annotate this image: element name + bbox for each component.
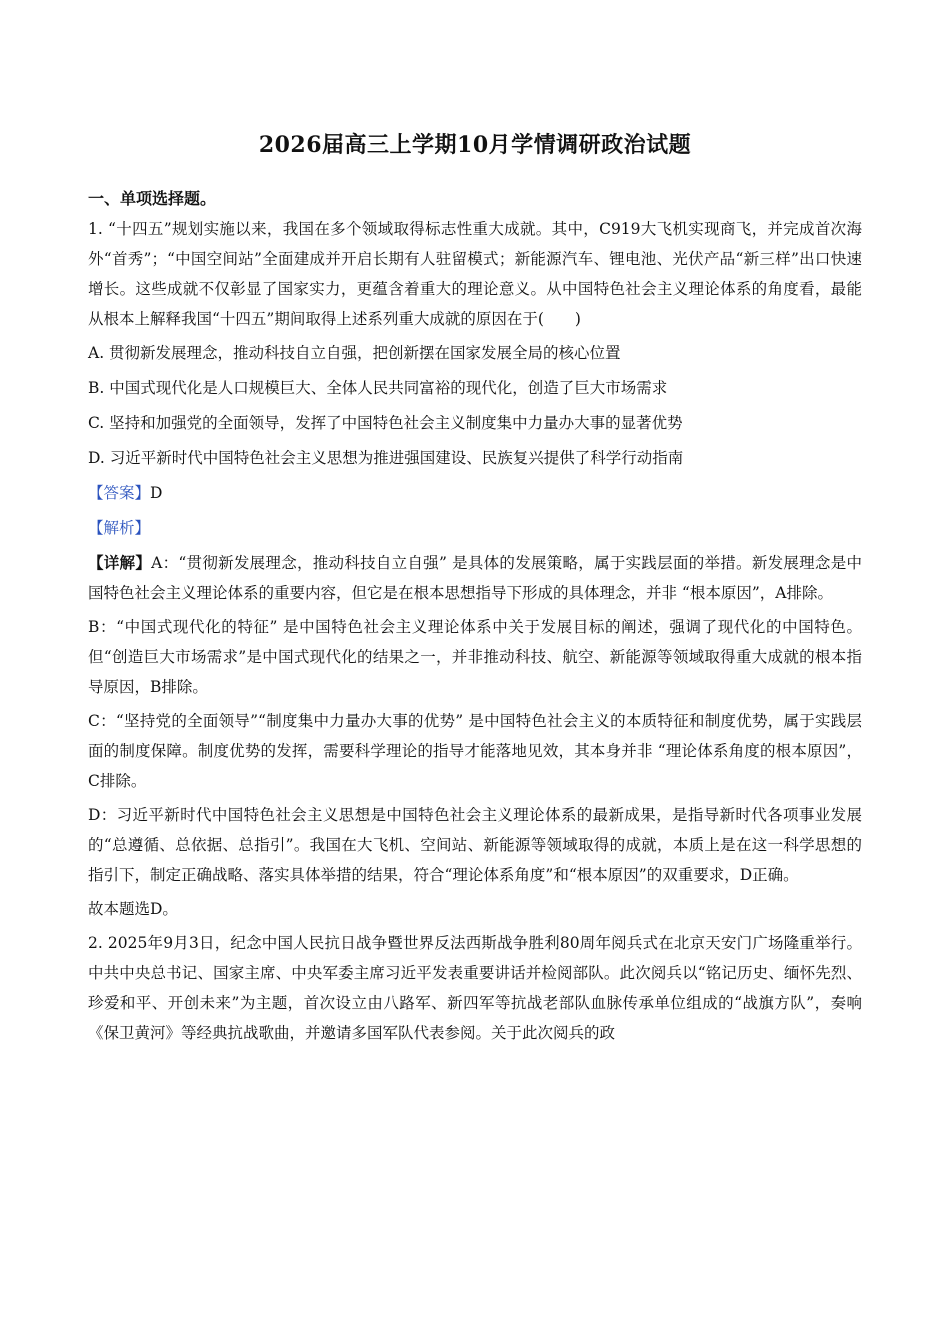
detail-a	[88, 548, 862, 608]
document-title: 2026届高三上学期10月学情调研政治试题	[258, 132, 692, 158]
analysis-line	[88, 513, 862, 543]
question-2-stem: 2. 2025年9月3日，纪念中国人民抗日战争暨世界反法西斯战争胜利80周年阅兵式在北京天安门广场隆重举行。中共中央总书记、国家主席、中央军委主席习近平发表重要讲话并检阅部队。此次阅兵以“铭记历史、缅怀先烈、珍爱和平、开创未来”为主题，首次设立由八路军、新四军等抗战老部队血脉传承单位组成的“战旗方队”，奏响《保卫黄河》等经典抗战歌曲，并邀请多国军队代表参阅。关于此次阅兵的政	[88, 934, 862, 1042]
question-1-stem: 1. “十四五”规划实施以来，我国在多个领域取得标志性重大成就。其中，C919大飞机实现商飞，并完成首次海外“首秀”；“中国空间站”全面建成并开启长期有人驻留模式；新能源汽车、锂电池、光伏产品“新三样”出口快速增长。这些成就不仅彰显了国家实力，更蕴含着重大的理论意义。从中国特色社会主义理论体系的角度看，最能从根本上解释我国“十四五”期间取得上述系列重大成就的原因在于( )	[88, 220, 862, 328]
answer-label: 【答案】	[88, 484, 151, 502]
detail-d: D：习近平新时代中国特色社会主义思想是中国特色社会主义理论体系的最新成果，是指导新时代各项事业发展的“总遵循、总依据、总指引”。我国在大飞机、空间站、新能源等领域取得的成就，本质上是在这一科学思想的指引下，制定正确战略、落实具体举措的结果，符合“理论体系角度”和“根本原因”的双重要求，D正确。	[88, 806, 862, 884]
question-1-option-b: B. 中国式现代化是人口规模巨大、全体人民共同富裕的现代化，创造了巨大市场需求	[88, 379, 668, 397]
section-heading: 一、单项选择题。	[88, 189, 217, 208]
document-content	[88, 214, 862, 1052]
detail-c: C：“坚持党的全面领导”“制度集中力量办大事的优势” 是中国特色社会主义的本质特征和制度优势，属于实践层面的制度保障。制度优势的发挥，需要科学理论的指导才能落地见效，其本身并非 “理论体系角度的根本原因”，C排除。	[88, 712, 862, 790]
answer-line	[88, 478, 862, 508]
detail-label: 【详解】	[88, 553, 152, 572]
conclusion: 故本题选D。	[88, 900, 178, 918]
analysis-label: 【解析】	[88, 519, 151, 537]
detail-b: B：“中国式现代化的特征” 是中国特色社会主义理论体系中关于发展目标的阐述，强调了现代化的中国特色。但“创造巨大市场需求”是中国式现代化的结果之一，并非推动科技、航空、新能源等领域取得重大成就的根本指导原因，B排除。	[88, 618, 862, 696]
answer-value: D	[150, 484, 163, 502]
question-1-option-c: C. 坚持和加强党的全面领导，发挥了中国特色社会主义制度集中力量办大事的显著优势	[88, 414, 683, 432]
question-1-option-d: D. 习近平新时代中国特色社会主义思想为推进强国建设、民族复兴提供了科学行动指南	[88, 449, 684, 467]
detail-a-text: A：“贯彻新发展理念，推动科技自立自强” 是具体的发展策略，属于实践层面的举措。新发展理念是中国特色社会主义理论体系的重要内容，但它是在根本思想指导下形成的具体理念，并非 “根本原因”，A排除。	[88, 554, 862, 602]
question-1-option-a: A. 贯彻新发展理念，推动科技自立自强，把创新摆在国家发展全局的核心位置	[88, 344, 621, 362]
